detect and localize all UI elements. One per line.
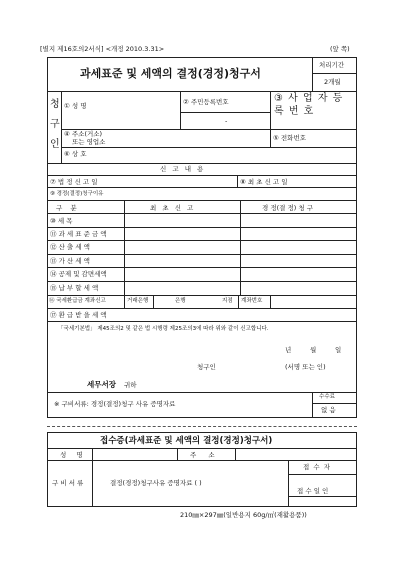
signature-hint: (서명 또는 인) xyxy=(285,363,326,371)
paper-spec-footer: 210㎜×297㎜(일반용지 60g/㎡(재활용품)) xyxy=(180,511,307,519)
resident-number-dash: - xyxy=(225,117,228,125)
address-label-1: ④ 주소(거소) xyxy=(64,130,103,138)
row-payable-tax: ⑮ 납 부 할 세 액 xyxy=(50,284,99,292)
receiver-label: 접 수 자 xyxy=(303,463,331,471)
address-label-2: 또는 영업소 xyxy=(72,138,106,146)
processing-label: 처리기간 xyxy=(319,61,345,69)
business-number-label: ③ 사 업 자 등 록 번 호 xyxy=(274,93,344,117)
applicant-side-label-1: 청 xyxy=(50,99,60,110)
receipt-address-label: 주 소 xyxy=(190,451,220,459)
attachments-note: ※ 구비서류: 경정(결정)청구 사유 증명자료 xyxy=(54,400,176,408)
first-date-label: ⑧ 최 초 신 고 일 xyxy=(240,178,288,186)
applicant-side-label-3: 인 xyxy=(50,139,60,150)
page-side-label: (앞 쪽) xyxy=(330,45,350,53)
row-additional-tax: ⑬ 가 산 세 액 xyxy=(50,257,90,265)
phone-label: ⑤ 전화번호 xyxy=(273,134,307,142)
day-label: 일 xyxy=(335,346,342,354)
col-first-header: 최 초 신 고 xyxy=(150,204,196,212)
row-tax-base: ⑪ 과 세 표 준 금 액 xyxy=(50,230,107,238)
tax-office-suffix: 귀하 xyxy=(124,381,137,389)
receipt-name-label: 성 명 xyxy=(60,451,87,459)
account-number-label: 계좌번호 xyxy=(241,298,263,304)
col-claim-header: 경 정(결 정) 청 구 xyxy=(262,204,314,212)
year-label: 년 xyxy=(285,346,292,354)
reason-label: ⑨ 경정(결정)청구이유 xyxy=(50,191,104,197)
row-tax-item: ⑩ 세 목 xyxy=(50,217,73,225)
month-label: 월 xyxy=(310,346,317,354)
refund-account-label: ⑯ 국세환급금 계좌신고 xyxy=(49,298,106,304)
bank-sub-label: 거래은행 xyxy=(127,298,149,304)
fee-label: 수수료 xyxy=(319,394,335,400)
tax-office-label: 세무서장 xyxy=(87,380,116,389)
form-number: [별지 제16호의2서식] <개정 2010.3.31> xyxy=(40,45,165,53)
receipt-docs-value: 결정(경정)청구사유 증명자료 ( ) xyxy=(110,479,202,487)
bank-label: 은행 xyxy=(175,298,186,304)
row-calculated-tax: ⑫ 산 출 세 액 xyxy=(50,243,90,251)
row-deduction: ⑭ 공제 및 감면세액 xyxy=(50,270,107,278)
processing-value: 2개월 xyxy=(324,78,341,86)
resident-number-label: ② 주민등록번호 xyxy=(183,98,229,106)
declaration-section-title: 신 고 내 용 xyxy=(160,165,206,173)
applicant-side-label-2: 구 xyxy=(50,119,60,130)
name-label: ① 성 명 xyxy=(64,102,87,110)
declaration-statement: 「국세기본법」 제45조의2 및 같은 법 시행령 제25조의3에 따라 위와 같이 신고합니다. xyxy=(58,326,269,332)
receipt-title: 접수증(과세표준 및 세액의 결정(경정)청구서) xyxy=(100,436,273,446)
col-division-header: 구 분 xyxy=(56,204,80,212)
due-date-label: ⑦ 법 정 신 고 일 xyxy=(50,178,98,186)
branch-label: 지점 xyxy=(222,298,233,304)
applicant-sign-label: 청구인 xyxy=(197,363,216,371)
receipt-docs-label: 구 비 서 류 xyxy=(52,479,84,487)
form-title: 과세표준 및 세액의 결정(경정)청구서 xyxy=(80,67,261,80)
receipt-date-label: 접 수 일 인 xyxy=(297,487,329,495)
trade-name-label: ⑥ 상 호 xyxy=(64,150,87,158)
cut-line xyxy=(47,426,357,427)
refund-amount-label: ⑰ 환 급 받 을 세 액 xyxy=(50,311,107,319)
fee-value: 없 음 xyxy=(321,406,336,414)
